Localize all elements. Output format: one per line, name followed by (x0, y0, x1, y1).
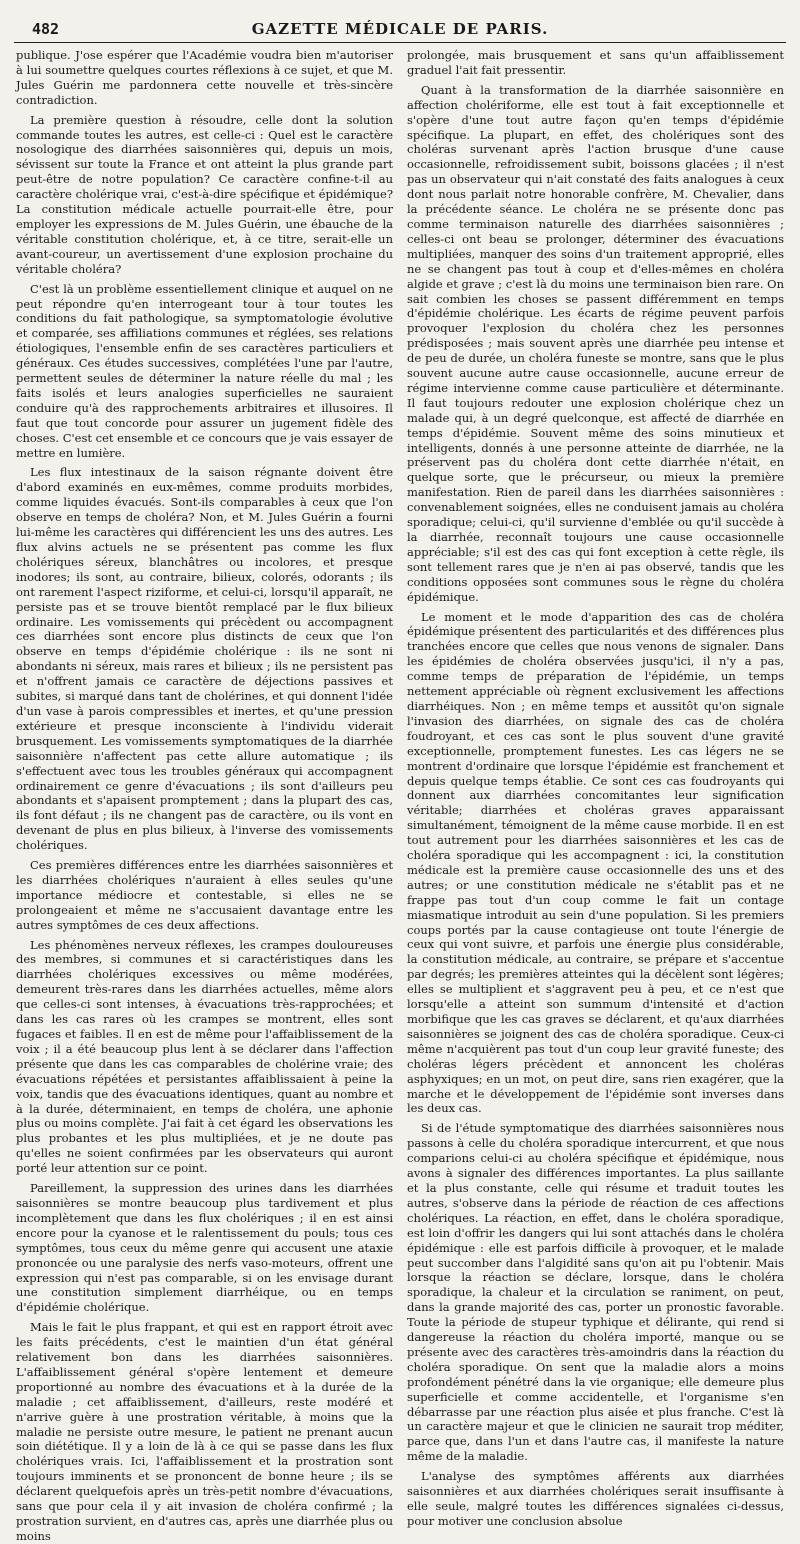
journal-title: GAZETTE MÉDICALE DE PARIS. (251, 20, 549, 38)
paragraph: Ces premières différences entre les diarrhées saisonnières et les diarrhées cholériques n'auraient à elles seules qu'une importance médiocre et contestable, si elles ne se prolongeaient et même ne s'accusaient davantage entre les autres symptômes de ces deux affections. (16, 858, 393, 932)
paragraph: Les flux intestinaux de la saison régnante doivent être d'abord examinés en eux-mêmes, comme produits morbides, comme liquides évacués. Sont-ils comparables à ceux que l'on observe en temps de choléra? Non, et M. Jules Guérin a fourni lui-même les caractères qui différencient les uns des autres. Les flux alvins actuels ne se présentent pas comme les flux cholériques séreux, blanchâtres ou incolores, et presque inodores; ils sont, au contraire, bilieux, colorés, odorants ; ils ont rarement l'aspect riziforme, et celui-ci, lorsqu'il apparaît, ne persiste pas et se trouve bientôt remplacé par le flux bilieux ordinaire. Les vomissements qui précèdent ou accompagnent ces diarrhées sont encore plus distincts de ceux que l'on observe en temps d'épidémie cholérique : ils ne sont ni abondants ni séreux, mais rares et bilieux ; ils ne persistent pas et n'offrent jamais ce caractère de déjections passives et subites, si marqué dans tant de cholérines, et qui donnent l'idée d'un vase à parois compressibles et inertes, et qu'une pression extérieure et presque inconsciente à l'individu viderait brusquement. Les vomissements symptomatiques de la diarrhée saisonnière n'affectent pas cette allure automatique ; ils s'effectuent avec tous les troubles généraux qui accompagnent ordinairement ce genre d'évacuations ; ils sont d'ailleurs peu abondants et s'apaisent promptement ; dans la plupart des cas, ils font défaut ; ils ne changent pas de caractère, ou ils vont en devenant de plus en plus bilieux, à l'inverse des vomissements cholériques. (16, 465, 393, 853)
paragraph: Le moment et le mode d'apparition des cas de choléra épidémique présentent des particularités et des différences plus tranchées encore que celles que nous venons de signaler. Dans les épidémies de choléra observées jusqu'ici, il n'y a pas, comme temps de préparation de l'épidémie, un temps nettement appréciable où règnent exclusivement les affections diarrhéiques. Non ; en même temps et aussitôt qu'on signale l'invasion des diarrhées, on signale des cas de choléra foudroyant, et ces cas sont le plus souvent d'une gravité exceptionnelle, promptement funestes. Les cas légers ne se montrent d'ordinaire que lorsque l'épidémie est franchement et depuis quelque temps établie. Ce sont ces cas foudroyants qui donnent aux diarrhées concomitantes leur signification véritable; diarrhées et choléras graves apparaissant simultanément, témoignent de la même cause morbide. Il en est tout autrement pour les diarrhées saisonnières et les cas de choléra sporadique qui les accompagnent : ici, la constitution médicale est la première cause occasionnelle des uns et des autres; or une constitution médicale ne s'établit pas et ne frappe pas tout d'un coup comme le fait un contage miasmatique introduit au sein d'une population. Si les premiers coups portés par la cause contagieuse ont toute l'énergie de ceux qui vont suivre, et parfois une énergie plus considérable, la constitution médicale, au contraire, se prépare et s'accentue par degrés; les premières atteintes qui la décèlent sont légères; elles se multiplient et s'aggravent peu à peu, et ce n'est que lorsqu'elle a atteint son summum d'intensité et d'action morbifique que les cas graves se déclarent, et qu'aux diarrhées saisonnières se joignent des cas de choléra sporadique. Ceux-ci même n'acquièrent pas tout d'un coup leur gravité funeste; des choléras légers précèdent et annoncent les choléras asphyxiques; en un mot, on peut dire, sans rien exagérer, que la marche et le développement de l'épidémie sont inverses dans les deux cas. (407, 609, 784, 1116)
page-number: 482 (32, 20, 60, 38)
paragraph: Les phénomènes nerveux réflexes, les crampes douloureuses des membres, si communes et si caractéristiques dans les diarrhées cholériques excessives ou même modérées, demeurent très-rares dans les diarrhées actuelles, même alors que celles-ci sont intenses, à évacuations très-rapprochées; et dans les cas rares où les crampes se montrent, elles sont fugaces et faibles. Il en est de même pour l'affaiblissement de la voix ; il a été beaucoup plus lent à se déclarer dans l'affection présente que dans les cas comparables de cholérine vraie; des évacuations répétées et persistantes affaiblissaient à peine la voix, tandis que des évacuations identiques, quant au nombre et à la durée, déterminaient, en temps de choléra, une aphonie plus ou moins complète. J'ai fait à cet égard les observations les plus probantes et les plus multipliées, et je ne doute pas qu'elles ne soient confirmées par les observateurs qui auront porté leur attention sur ce point. (16, 937, 393, 1176)
paragraph: Quant à la transformation de la diarrhée saisonnière en affection cholériforme, elle est tout à fait exceptionnelle et s'opère d'une tout autre façon qu'en temps d'épidémie spécifique. La plupart, en effet, des cholériques sont des choléras survenant après l'action brusque d'une cause occasionnelle, refroidissement subit, boissons glacées ; il n'est pas un observateur qui n'ait constaté des faits analogues à ceux dont nous parlait notre honorable confrère, M. Chevalier, dans la précédente séance. Le choléra ne se présente donc pas comme terminaison naturelle des diarrhées saisonnières ; celles-ci ont beau se prolonger, déterminer des évacuations multipliées, manquer des soins d'un traitement approprié, elles ne se changent pas tout à coup et d'elles-mêmes en choléra algide et grave ; c'est là du moins une terminaison bien rare. On sait combien les choses se passent différemment en temps d'épidémie cholérique. Les écarts de régime peuvent parfois provoquer l'explosion du choléra chez les personnes prédisposées ; mais souvent après une diarrhée peu intense et de peu de durée, un choléra funeste se montre, sans que le plus souvent aucune autre cause occasionnelle, aucune erreur de régime intervienne comme cause particulière et déterminante. Il faut toujours redouter une explosion cholérique chez un malade qui, à un degré quelconque, est affecté de diarrhée en temps d'épidémie. Souvent même des soins minutieux et intelligents, donnés à une personne atteinte de diarrhée, ne la préservent pas du choléra dont cette diarrhée n'était, en quelque sorte, que le précurseur, ou mieux la première manifestation. Rien de pareil dans les diarrhées saisonnières : convenablement soignées, elles ne conduisent jamais au choléra sporadique; celui-ci, qu'il survienne d'emblée ou qu'il succède à la diarrhée, reconnaît toujours une cause occasionnelle appréciable; s'il est des cas qui font exception à cette règle, ils sont tellement rares que je n'en ai pas observé, tandis que les conditions opposées sont communes sous le règne du choléra épidémique. (407, 82, 784, 604)
paragraph: La première question à résoudre, celle dont la solution commande toutes les autres, est celle-ci : Quel est le caractère nosologique des diarrhées saisonnières qui, depuis un mois, sévissent sur toute la France et ont atteint la plus grande part peut-être de notre population? Ce caractère confine-t-il au caractère cholérique vrai, c'est-à-dire spécifique et épidémique? La constitution médicale actuelle pourrait-elle être, pour employer les expressions de M. Jules Guérin, une ébauche de la véritable constitution cholérique, et, à ce titre, serait-elle un avant-coureur, un avertissement d'une explosion prochaine du véritable choléra? (16, 112, 393, 276)
paragraph: Mais le fait le plus frappant, et qui est en rapport étroit avec les faits précédents, c'est le maintien d'un état général relativement bon dans les diarrhées saisonnières. L'affaiblissement général s'opère lentement et demeure proportionné au nombre des évacuations et à la durée de la maladie ; cet affaiblissement, d'ailleurs, reste modéré et n'arrive guère à une prostration véritable, à moins que la maladie ne persiste outre mesure, le patient ne prenant aucun soin diététique. Il y a loin de là à ce qui se passe dans les flux cholériques vrais. Ici, l'affaiblissement et la prostration sont toujours imminents et se prononcent de bonne heure ; ils se déclarent quelquefois après un très-petit nombre d'évacuations, sans que pour cela il y ait invasion de choléra confirmé ; la prostration survient, en d'autres cas, après une diarrhée plus ou moins (16, 1320, 393, 1543)
paragraph: C'est là un problème essentiellement clinique et auquel on ne peut répondre qu'en interrogeant tour à tour toutes les conditions du fait pathologique, sa symptomatologie évolutive et comparée, ses affiliations communes et réglées, ses relations étiologiques, l'ensemble enfin de ses caractères particuliers et généraux. Ces études successives, complétées l'une par l'autre, permettent seules de déterminer la nature réelle du mal ; les faits isolés et leurs analogies superficielles ne sauraient conduire qu'à des rapprochements arbitraires et illusoires. Il faut que tout concorde pour assurer un jugement fidèle des choses. C'est cet ensemble et ce concours que je vais essayer de mettre en lumière. (16, 281, 393, 460)
paragraph: publique. J'ose espérer que l'Académie voudra bien m'autoriser à lui soumettre quelques courtes réflexions à ce sujet, et que M. Jules Guérin me pardonnera cette nouvelle et très-sincère contradiction. (16, 48, 393, 107)
paragraph: Si de l'étude symptomatique des diarrhées saisonnières nous passons à celle du choléra sporadique intercurrent, et que nous comparions celui-ci au choléra spécifique et épidémique, nous avons à signaler des différences importantes. La plus saillante et la plus constante, celle qui résume et traduit toutes les autres, s'observe dans la période de réaction de ces affections cholériques. La réaction, en effet, dans le choléra sporadique, est loin d'offrir les dangers qui lui sont attachés dans le choléra épidémique : elle est parfois difficile à provoquer, et le malade peut succomber dans l'algidité sans qu'on ait pu l'obtenir. Mais lorsque la réaction se déclare, lorsque, dans le choléra sporadique, la chaleur et la circulation se raniment, on peut, dans la grande majorité des cas, porter un pronostic favorable. Toute la période de stupeur typhique et délirante, qui rend si dangereuse la réaction du choléra importé, manque ou se présente avec des caractères très-amoindris dans la réaction du choléra sporadique. On sent que la maladie alors a moins profondément pénétré dans la vie organique; elle demeure plus superficielle et comme accidentelle, et l'organisme s'en débarrasse par une réaction plus aisée et plus franche. C'est là un caractère majeur et que le clinicien ne saurait trop méditer, parce que, dans l'un et dans l'autre cas, il manifeste la nature même de la maladie. (407, 1121, 784, 1464)
article-columns (16, 48, 784, 1543)
paragraph: prolongée, mais brusquement et sans qu'un affaiblissement graduel l'ait fait pressentir. (407, 48, 784, 77)
paragraph: Pareillement, la suppression des urines dans les diarrhées saisonnières se montre beaucoup plus tardivement et plus incomplètement que dans les flux cholériques ; il en est ainsi encore pour la cyanose et le ralentissement du pouls; tous ces symptômes, tous ceux du même genre qui accusent une ataxie prononcée ou une paralysie des nerfs vaso-moteurs, offrent une expression qui n'est pas comparable, si on les envisage durant une constitution simplement diarrhéique, ou en temps d'épidémie cholérique. (16, 1181, 393, 1315)
paragraph: L'analyse des symptômes afférents aux diarrhées saisonnières et aux diarrhées cholériques serait insuffisante à elle seule, malgré toutes les différences signalées ci-dessus, pour motiver une conclusion absolue (407, 1469, 784, 1528)
page-header (14, 18, 786, 43)
right-column (407, 48, 784, 1528)
left-column (16, 48, 393, 1543)
